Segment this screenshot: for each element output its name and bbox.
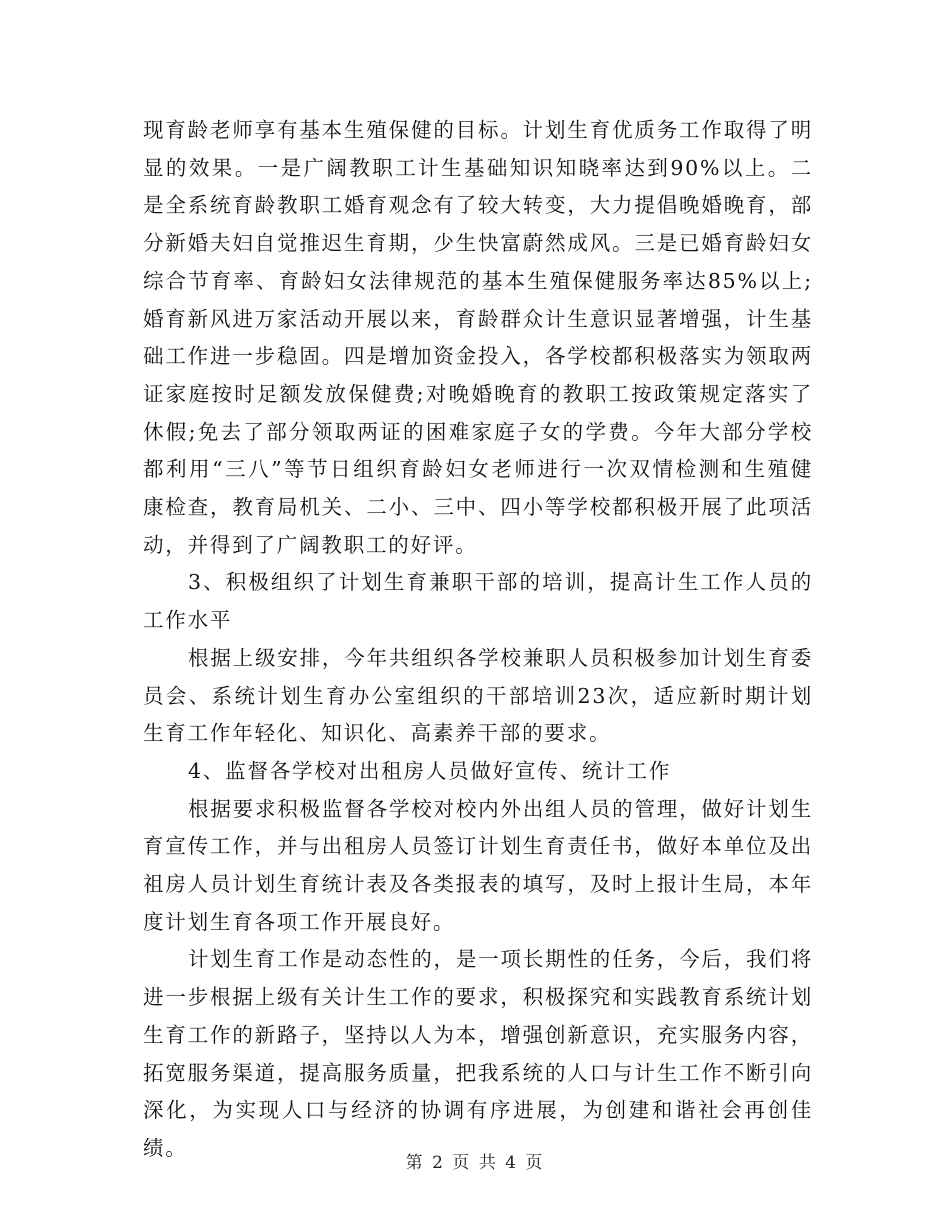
paragraph-training: 根据上级安排，今年共组织各学校兼职人员积极参加计划生育委员会、系统计划生育办公室组织的干部培训23次，适应新时期计划生育工作年轻化、知识化、高素养干部的要求。 bbox=[143, 645, 813, 746]
paragraph-conclusion: 计划生育工作是动态性的，是一项长期性的任务，今后，我们将进一步根据上级有关计生工作的要求，积极探究和实践教育系统计划生育工作的新路子，坚持以人为本，增强创新意识，充实服务内容，拓宽服务渠道，提高服务质量，把我系统的人口与计生工作不断引向深化，为实现人口与经济的协调有序进展，为创建和谐社会再创佳绩。 bbox=[143, 947, 813, 1160]
paragraph-rental-supervision: 根据要求积极监督各学校对校内外出组人员的管理，做好计划生育宣传工作，并与出租房人员签订计划生育责任书，做好本单位及出祖房人员计划生育统计表及各类报表的填写，及时上报计生局，本年度计划生育各项工作开展良好。 bbox=[143, 796, 813, 934]
document-body bbox=[143, 112, 813, 1168]
paragraph-continuation: 现育龄老师享有基本生殖保健的目标。计划生育优质务工作取得了明显的效果。一是广阔教职工计生基础知识知晓率达到90%以上。二是全系统育龄教职工婚育观念有了较大转变，大力提倡晚婚晚育，部分新婚夫妇自觉推迟生育期，少生快富蔚然成风。三是已婚育龄妇女综合节育率、育龄妇女法律规范的基本生殖保健服务率达85%以上;婚育新风进万家活动开展以来，育龄群众计生意识显著增强，计生基础工作进一步稳固。四是增加资金投入，各学校都积极落实为领取两证家庭按时足额发放保健费;对晚婚晚育的教职工按政策规定落实了休假;免去了部分领取两证的困难家庭子女的学费。今年大部分学校都利用“三八”等节日组织育龄妇女老师进行一次双情检测和生殖健康检查，教育局机关、二小、三中、四小等学校都积极开展了此项活动，并得到了广阔教职工的好评。 bbox=[143, 118, 813, 557]
section-heading-4: 4、监督各学校对出租房人员做好宣传、统计工作 bbox=[188, 758, 672, 783]
section-heading-3: 3、积极组织了计划生育兼职干部的培训，提高计生工作人员的工作水平 bbox=[143, 570, 813, 633]
page-number-footer: 第 2 页 共 4 页 bbox=[405, 1153, 545, 1173]
